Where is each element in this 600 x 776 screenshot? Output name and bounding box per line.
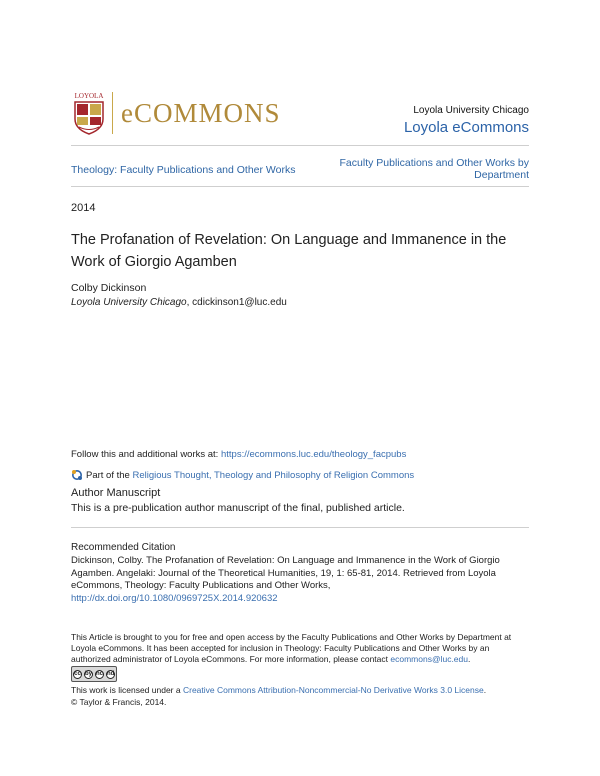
license-prefix: This work is licensed under a xyxy=(71,685,183,695)
nd-icon: nd xyxy=(107,670,115,677)
access-text: This Article is brought to you for free and open access by the Faculty Publications and Other Works by Department at Loyola eCommons. It has been accepted for inclusion in Theology: Faculty Publications and Other Works by an authorized administrator of Loyola eCommons. For more information, please contact xyxy=(71,632,512,664)
article-title: The Profanation of Revelation: On Language and Immanence in the Work of Giorgio Agamben xyxy=(71,232,507,270)
by-icon: by xyxy=(85,670,93,677)
license-end: . xyxy=(483,685,487,695)
citation-body xyxy=(71,555,531,605)
citation-heading: Recommended Citation xyxy=(71,542,176,553)
collection-link-department[interactable]: Faculty Publications and Other Works by Department xyxy=(339,157,529,181)
network-icon xyxy=(71,469,83,481)
collection-link-theology[interactable]: Theology: Faculty Publications and Other Works xyxy=(71,164,296,176)
commons-link[interactable]: Religious Thought, Theology and Philosophy of Religion Commons xyxy=(132,469,415,481)
follow-line xyxy=(71,449,406,460)
cc-icon: cc xyxy=(74,670,81,677)
license-notice xyxy=(71,685,531,708)
loyola-shield-logo xyxy=(71,91,107,135)
access-end: . xyxy=(467,654,471,664)
part-of-prefix: Part of the xyxy=(86,469,133,481)
affiliation-name: Loyola University Chicago xyxy=(71,297,187,308)
version-label: Author Manuscript xyxy=(71,487,161,499)
divider xyxy=(71,145,529,146)
repository-link[interactable]: Loyola eCommons xyxy=(403,119,529,136)
doi-link[interactable]: http://dx.doi.org/10.1080/0969725X.2014.920632 xyxy=(71,592,278,604)
version-description: This is a pre-publication author manuscript of the final, published article. xyxy=(71,502,405,514)
follow-prefix: Follow this and additional works at: xyxy=(71,449,221,460)
contact-email-link[interactable]: ecommons@luc.edu xyxy=(390,654,468,664)
university-name: Loyola University Chicago xyxy=(413,105,529,116)
nc-icon: nc xyxy=(96,670,104,677)
author-affiliation xyxy=(71,297,287,308)
divider xyxy=(71,186,529,187)
logo-divider xyxy=(112,92,113,134)
publication-year: 2014 xyxy=(71,202,96,214)
logo-text: LOYOLA xyxy=(74,92,104,100)
creative-commons-badge[interactable] xyxy=(71,666,117,682)
license-link[interactable]: Creative Commons Attribution-Noncommercial-No Derivative Works 3.0 License xyxy=(182,685,484,695)
ecommons-brand: eCOMMONS xyxy=(121,98,281,128)
author-email: , cdickinson1@luc.edu xyxy=(186,297,287,308)
part-of-line xyxy=(71,469,414,481)
open-access-notice xyxy=(71,632,531,665)
citation-text: Dickinson, Colby. The Profanation of Revelation: On Language and Immanence in the Work of Giorgio Agamben. Angelaki: Journal of the Theoretical Humanities, 19, 1: 65-81, 2014. Retrieved from Loyola eCommons, Theology: Faculty Publications and Other Works, xyxy=(71,555,500,591)
divider xyxy=(71,527,529,528)
copyright-text: © Taylor & Francis, 2014. xyxy=(71,696,167,707)
follow-url-link[interactable]: https://ecommons.luc.edu/theology_facpubs xyxy=(220,449,407,460)
author-name: Colby Dickinson xyxy=(71,282,147,294)
